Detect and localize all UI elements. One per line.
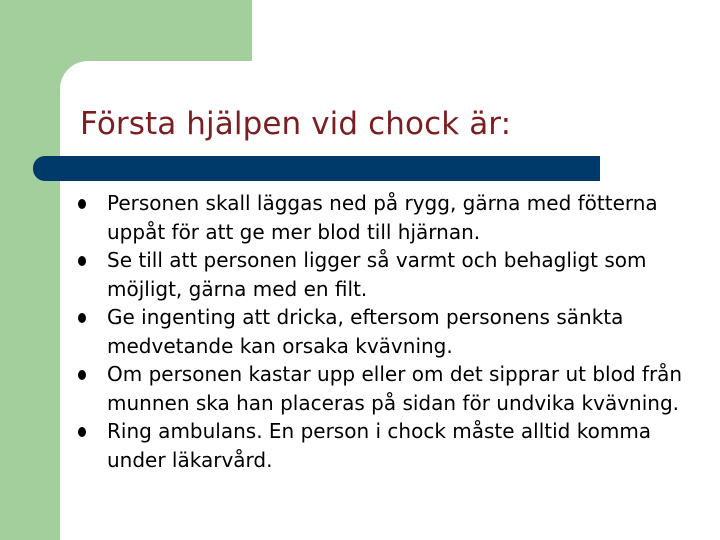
bullet-dot-icon (78, 427, 86, 437)
green-side-accent (0, 0, 60, 540)
bullet-item (78, 246, 708, 303)
bullet-item (78, 303, 708, 360)
bullet-item (78, 189, 708, 246)
bullet-text: Personen skall läggas ned på rygg, gärna med fötterna uppåt för att ge mer blod till hjärnan. (107, 191, 658, 244)
bullet-list (78, 189, 708, 474)
bullet-dot-icon (78, 370, 86, 380)
slide-title: Första hjälpen vid chock är: (80, 106, 512, 142)
bullet-dot-icon (78, 199, 86, 209)
title-underline-bar (33, 156, 600, 181)
bullet-text: Se till att personen ligger så varmt och behagligt som möjligt, gärna med en filt. (107, 248, 647, 301)
bullet-item (78, 417, 708, 474)
bullet-dot-icon (78, 313, 86, 323)
bullet-text: Ring ambulans. En person i chock måste alltid komma under läkarvård. (107, 419, 652, 472)
bullet-text: Om personen kastar upp eller om det sipprar ut blod från munnen ska han placeras på sidan för undvika kvävning. (107, 362, 683, 415)
bullet-item (78, 360, 708, 417)
bullet-dot-icon (78, 256, 86, 266)
bullet-text: Ge ingenting att dricka, eftersom personens sänkta medvetande kan orsaka kvävning. (107, 305, 624, 358)
